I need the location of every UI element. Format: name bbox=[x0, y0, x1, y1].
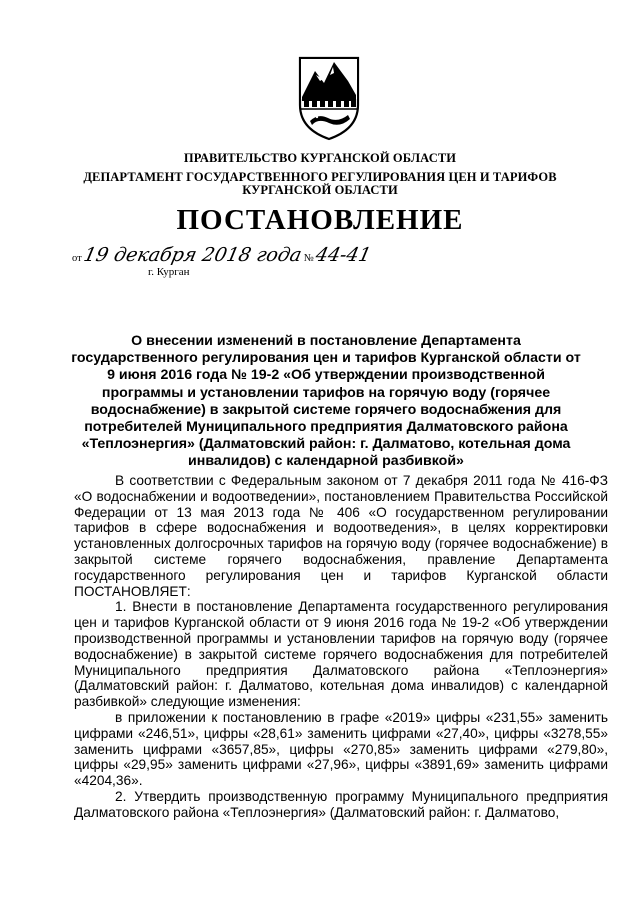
department-region: КУРГАНСКОЙ ОБЛАСТИ bbox=[242, 183, 398, 197]
document-body bbox=[74, 473, 608, 821]
handwritten-date: 19 декабря 2018 года bbox=[81, 244, 304, 266]
document-title: ПОСТАНОВЛЕНИЕ bbox=[176, 204, 464, 236]
date-from-label: от bbox=[72, 253, 82, 264]
city-label: г. Курган bbox=[148, 266, 190, 278]
paragraph-preamble: В соответствии с Федеральным законом от 7 декабря 2011 года № 416-ФЗ «О водоснабжении и водоотведении», постановлением Правительства Российской Федерации от 13 мая 2013 года № 406 «О государственном регулировании тарифов в сфере водоснабжения и водоотведения», в целях корректировки установленных долгосрочных тарифов на горячую воду (горячее водоснабжение) в закрытой системе горячего водоснабжения, правление Департамента государственного регулирования цен и тарифов Курганской области ПОСТАНОВЛЯЕТ: bbox=[74, 473, 608, 599]
coat-of-arms-icon bbox=[296, 55, 362, 141]
paragraph-item-1-changes: в приложении к постановлению в графе «2019» цифры «231,55» заменить цифрами «246,51», цифры «28,61» заменить цифрами «27,40», цифры «3278,55» заменить цифрами «3657,85», цифры «270,85» заменить цифрами «279,80», цифры «29,95» заменить цифрами «27,96», цифры «3891,69» заменить цифрами «4204,36». bbox=[74, 709, 608, 789]
paragraph-item-1: 1. Внести в постановление Департамента государственного регулирования цен и тарифов Курганской области от 9 июня 2016 года № 19-2 «Об утверждении производственной программы и установлении тарифов на горячую воду (горячее водоснабжение) в закрытой системе горячего водоснабжения для потребителей Муниципального предприятия Далматовского района «Теплоэнергия» (Далматовский район: г. Далматово, котельная дома инвалидов) с календарной разбивкой» следующие изменения: bbox=[74, 599, 608, 710]
department-name: ДЕПАРТАМЕНТ ГОСУДАРСТВЕННОГО РЕГУЛИРОВАНИЯ ЦЕН И ТАРИФОВ bbox=[83, 170, 557, 184]
document-heading: О внесении изменений в постановление Департамента государственного регулирования цен и тарифов Курганской области от 9 июня 2016 года № 19-2 «Об утверждении производственной программы и установлении тарифов на горячую воду (горячее водоснабжение) в закрытой системе горячего водоснабжения для потребителей Муниципального предприятия Далматовского района «Теплоэнергия» (Далматовский район: г. Далматово, котельная дома инвалидов) с календарной разбивкой» bbox=[71, 333, 581, 470]
government-name: ПРАВИТЕЛЬСТВО КУРГАНСКОЙ ОБЛАСТИ bbox=[183, 151, 457, 165]
handwritten-number: 44-41 bbox=[313, 244, 373, 266]
date-line bbox=[72, 244, 371, 266]
paragraph-item-2: 2. Утвердить производственную программу Муниципального предприятия Далматовского района «Теплоэнергия» (Далматовский район: г. Далматово, bbox=[74, 788, 608, 820]
number-label: № bbox=[303, 253, 314, 264]
